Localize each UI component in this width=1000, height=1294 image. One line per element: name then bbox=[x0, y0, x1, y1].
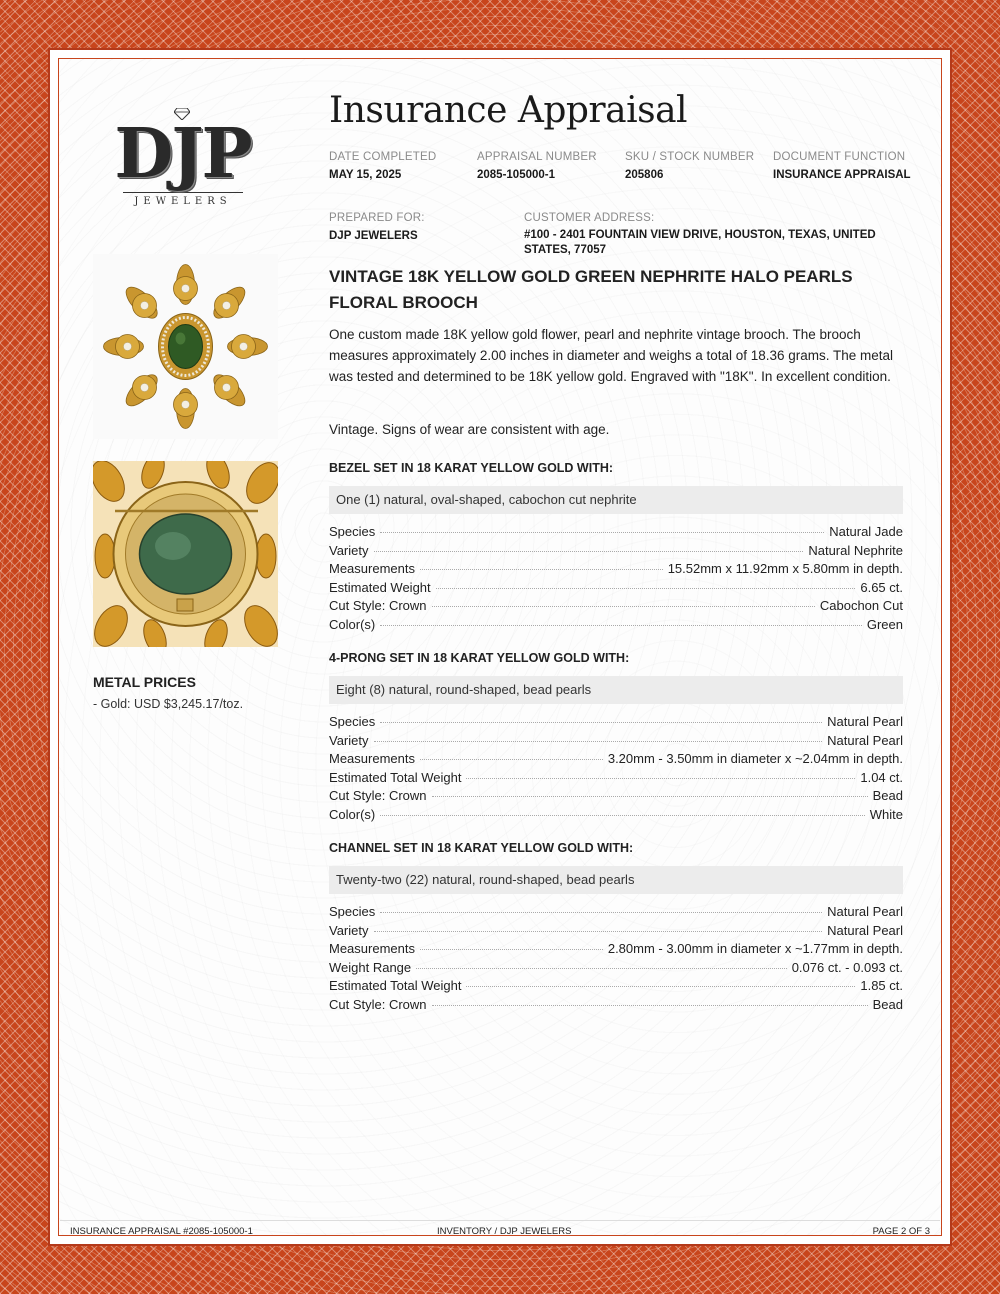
spec-rows bbox=[329, 903, 903, 1015]
section-title: BEZEL SET IN 18 KARAT YELLOW GOLD WITH: bbox=[329, 461, 614, 475]
brooch-back-image bbox=[93, 461, 278, 647]
spec-row bbox=[329, 940, 903, 959]
spec-value: Natural Nephrite bbox=[808, 542, 903, 558]
metal-prices-title: METAL PRICES bbox=[93, 674, 196, 690]
diamond-icon bbox=[174, 108, 190, 120]
meta-value: 205806 bbox=[625, 169, 664, 181]
section-prong bbox=[329, 651, 903, 825]
spec-row bbox=[329, 977, 903, 996]
spec-value: 2.80mm - 3.00mm in diameter x ~1.77mm in depth. bbox=[607, 941, 903, 957]
section-summary: Twenty-two (22) natural, round-shaped, bead pearls bbox=[329, 866, 903, 894]
spec-key: Cut Style: Crown bbox=[329, 598, 427, 614]
spec-value: Bead bbox=[872, 996, 903, 1012]
spec-key: Species bbox=[329, 904, 376, 919]
spec-row bbox=[329, 922, 903, 941]
metal-price-item: - Gold: USD $3,245.17/toz. bbox=[93, 697, 244, 711]
spec-key: Color(s) bbox=[329, 616, 376, 632]
spec-row bbox=[329, 903, 903, 922]
spec-row bbox=[329, 523, 903, 542]
spec-row bbox=[329, 732, 903, 751]
spec-key: Measurements bbox=[329, 751, 415, 767]
spec-row bbox=[329, 542, 903, 561]
footer-center: INVENTORY / DJP JEWELERS bbox=[437, 1226, 572, 1237]
spec-row bbox=[329, 996, 903, 1015]
spec-key: Variety bbox=[329, 542, 369, 558]
company-logo bbox=[105, 114, 260, 210]
spec-key: Estimated Weight bbox=[329, 579, 431, 595]
spec-value: Natural Pearl bbox=[827, 732, 903, 748]
section-title: CHANNEL SET IN 18 KARAT YELLOW GOLD WITH: bbox=[329, 841, 634, 855]
spec-value: Bead bbox=[872, 788, 903, 804]
spec-row bbox=[329, 769, 903, 788]
meta-label: CUSTOMER ADDRESS: bbox=[524, 212, 655, 224]
customer-address bbox=[524, 212, 894, 258]
prepared-for bbox=[329, 212, 425, 242]
spec-row bbox=[329, 616, 903, 635]
spec-key: Measurements bbox=[329, 941, 415, 957]
spec-value: 0.076 ct. - 0.093 ct. bbox=[791, 959, 903, 975]
spec-rows bbox=[329, 713, 903, 825]
meta-value: INSURANCE APPRAISAL bbox=[773, 169, 911, 181]
spec-row bbox=[329, 787, 903, 806]
spec-value: 15.52mm x 11.92mm x 5.80mm in depth. bbox=[667, 561, 903, 577]
spec-key: Species bbox=[329, 524, 376, 539]
meta-label: PREPARED FOR: bbox=[329, 212, 425, 224]
meta-appraisal-number bbox=[477, 151, 597, 181]
spec-row bbox=[329, 597, 903, 616]
meta-label: APPRAISAL NUMBER bbox=[477, 151, 597, 163]
logo-mark: DJP bbox=[114, 114, 251, 194]
spec-value: Natural Pearl bbox=[827, 904, 903, 919]
meta-document-function bbox=[773, 151, 911, 181]
spec-value: Natural Jade bbox=[829, 524, 903, 539]
section-bezel bbox=[329, 461, 903, 635]
meta-date-completed bbox=[329, 151, 436, 181]
spec-value: 1.85 ct. bbox=[860, 978, 903, 994]
meta-label: DATE COMPLETED bbox=[329, 151, 437, 163]
spec-row bbox=[329, 806, 903, 825]
spec-row bbox=[329, 579, 903, 598]
spec-key: Variety bbox=[329, 732, 369, 748]
section-title: 4-PRONG SET IN 18 KARAT YELLOW GOLD WITH: bbox=[329, 651, 630, 665]
section-summary: Eight (8) natural, round-shaped, bead pearls bbox=[329, 676, 903, 704]
spec-value: 1.04 ct. bbox=[860, 769, 903, 785]
meta-value: MAY 15, 2025 bbox=[329, 169, 402, 181]
spec-row bbox=[329, 560, 903, 579]
spec-key: Weight Range bbox=[329, 959, 412, 975]
spec-value: Cabochon Cut bbox=[819, 598, 903, 614]
meta-label: SKU / STOCK NUMBER bbox=[625, 151, 755, 163]
spec-key: Estimated Total Weight bbox=[329, 978, 462, 994]
spec-row bbox=[329, 713, 903, 732]
logo-subtext: JEWELERS bbox=[123, 192, 243, 207]
spec-key: Variety bbox=[329, 922, 369, 938]
spec-key: Cut Style: Crown bbox=[329, 996, 427, 1012]
footer-left: INSURANCE APPRAISAL #2085-105000-1 bbox=[70, 1226, 253, 1237]
spec-key: Estimated Total Weight bbox=[329, 769, 462, 785]
product-description: One custom made 18K yellow gold flower, pearl and nephrite vintage brooch. The brooch measures approximately 2.00 inches in diameter and weighs a total of 18.36 grams. The metal was tested and determined to be 18K yellow gold. Engraved with "18K". In excellent condition. bbox=[329, 327, 894, 384]
page-footer bbox=[60, 1220, 940, 1240]
spec-row bbox=[329, 959, 903, 978]
section-summary: One (1) natural, oval-shaped, cabochon cut nephrite bbox=[329, 486, 903, 514]
spec-rows bbox=[329, 523, 903, 635]
spec-row bbox=[329, 750, 903, 769]
page-title: Insurance Appraisal bbox=[329, 90, 688, 131]
spec-key: Species bbox=[329, 714, 376, 729]
section-channel bbox=[329, 841, 903, 1015]
meta-value: #100 - 2401 FOUNTAIN VIEW DRIVE, HOUSTON, TEXAS, UNITED STATES, 77057 bbox=[524, 229, 876, 256]
spec-key: Measurements bbox=[329, 561, 415, 577]
meta-value: 2085-105000-1 bbox=[477, 169, 556, 181]
meta-value: DJP JEWELERS bbox=[329, 230, 418, 242]
spec-value: Natural Pearl bbox=[827, 714, 903, 729]
footer-page-number: PAGE 2 OF 3 bbox=[872, 1226, 930, 1237]
product-title: VINTAGE 18K YELLOW GOLD GREEN NEPHRITE HALO PEARLS FLORAL BROOCH bbox=[329, 267, 853, 312]
condition-note: Vintage. Signs of wear are consistent with age. bbox=[329, 422, 610, 437]
spec-value: Green bbox=[866, 616, 903, 632]
spec-value: 3.20mm - 3.50mm in diameter x ~2.04mm in depth. bbox=[607, 751, 903, 767]
meta-label: DOCUMENT FUNCTION bbox=[773, 151, 906, 163]
spec-key: Cut Style: Crown bbox=[329, 788, 427, 804]
spec-value: White bbox=[869, 806, 903, 822]
brooch-front-image bbox=[93, 254, 278, 439]
spec-value: 6.65 ct. bbox=[860, 579, 903, 595]
meta-sku bbox=[625, 151, 754, 181]
spec-key: Color(s) bbox=[329, 806, 376, 822]
spec-value: Natural Pearl bbox=[827, 922, 903, 938]
